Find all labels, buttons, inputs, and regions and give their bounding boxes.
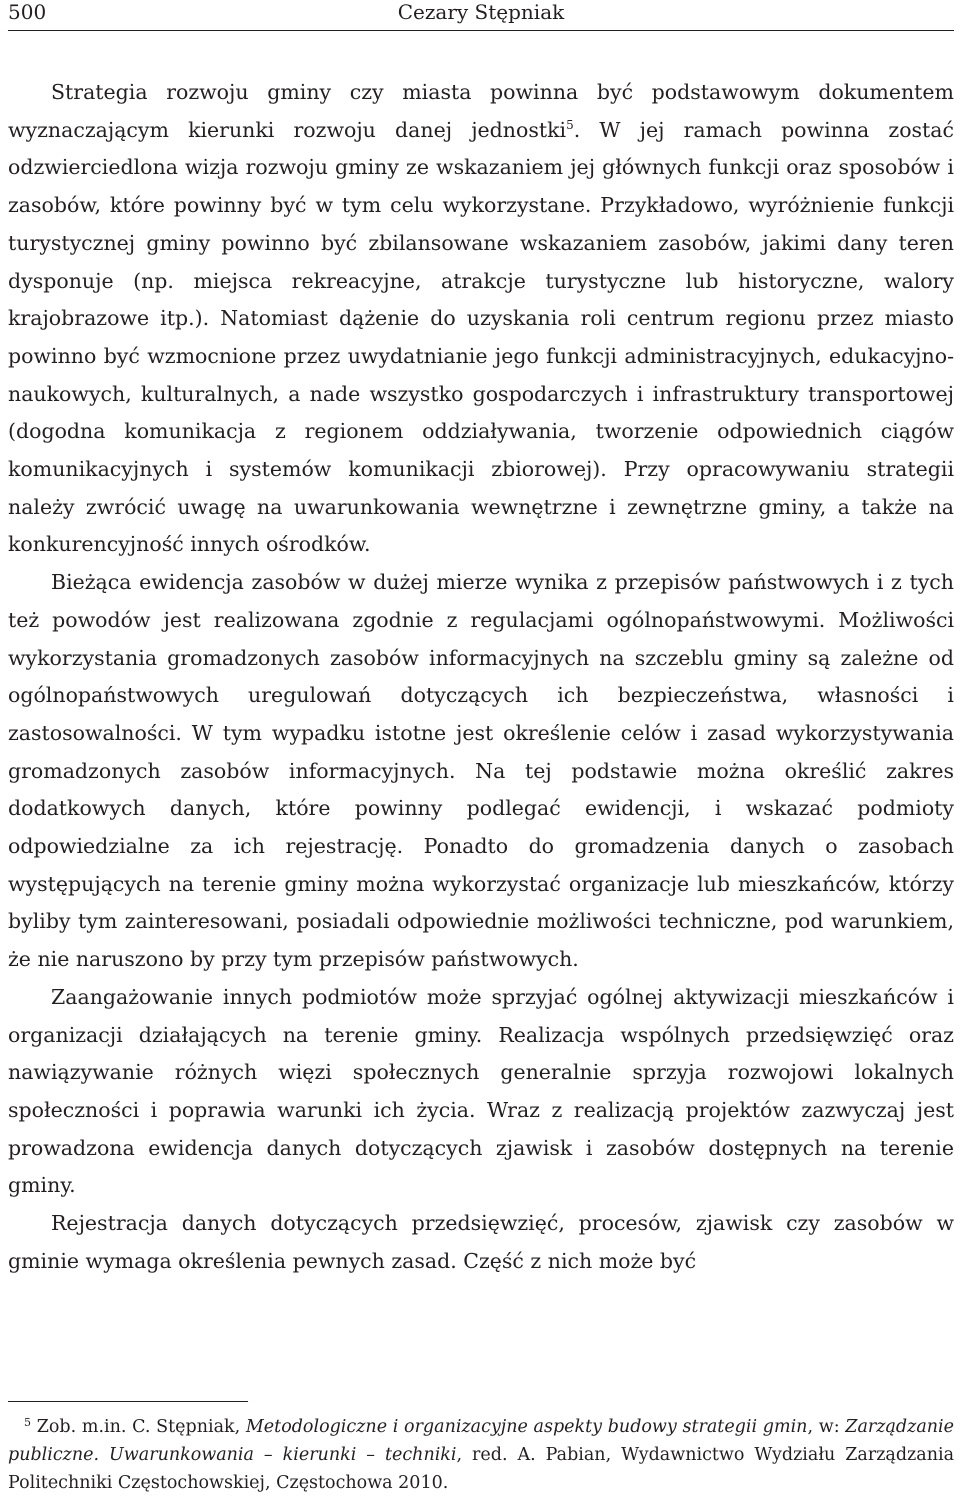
footnote-rule: [8, 1401, 248, 1402]
paragraph-4: Rejestracja danych dotyczących przedsięwzięć, procesów, zjawisk czy zasobów w gminie wymaga określenia pewnych zasad. Część z nich może być: [8, 1211, 954, 1273]
paragraph-1-text-b: . W jej ramach powinna zostać odzwierciedlona wizja rozwoju gminy ze wskazaniem jej głównych funkcji oraz sposobów i zasobów, które powinny być w tym celu wykorzystane. Przykładowo, wyróżnienie funkcji turystycznej gminy powinno być zbilansowane wskazaniem zasobów, jakimi dany teren dysponuje (np. miejsca rekreacyjne, atrakcje turystyczne lub historyczne, walory krajobrazowe itp.). Natomiast dążenie do uzyskania roli centrum regionu przez miasto powinno być wzmocnione przez uwydatnianie jego funkcji administracyjnych, edukacyjno-naukowych, kulturalnych, a nade wszystko gospodarczych i infrastruktury transportowej (dogodna komunikacja z regionem oddziaływania, tworzenie odpowiednich ciągów komunikacyjnych i systemów komunikacji zbiorowej). Przy opracowywaniu strategii należy zwrócić uwagę na uwarunkowania wewnętrzne i zewnętrzne gminy, a także na konkurencyjność innych ośrodków.: [8, 117, 954, 557]
body-text: [8, 74, 954, 1281]
footnote: [8, 1413, 954, 1497]
footnote-text-2: , w:: [807, 1417, 846, 1437]
paragraph-2: Bieżąca ewidencja zasobów w dużej mierze wynika z przepisów państwowych i z tych też powodów jest realizowana zgodnie z regulacjami ogólnopaństwowymi. Możliwości wykorzystania gromadzonych zasobów informacyjnych na szczeblu gminy są zależne od ogólnopaństwowych uregulowań dotyczących ich bezpieczeństwa, własności i zastosowalności. W tym wypadku istotne jest określenie celów i zasad wykorzystywania gromadzonych zasobów informacyjnych. Na tej podstawie można określić zakres dodatkowych danych, które powinny podlegać ewidencji, i wskazać podmioty odpowiedzialne za ich rejestrację. Ponadto do gromadzenia danych o zasobach występujących na terenie gminy można wykorzystać organizacje lub mieszkańców, którzy byliby tym zainteresowani, posiadali odpowiednie możliwości techniczne, pod warunkiem, że nie naruszono by przy tym przepisów państwowych.: [8, 570, 954, 972]
running-header: [8, 0, 954, 30]
footnote-reference: 5: [566, 117, 574, 132]
footnote-title-1: Metodologiczne i organizacyjne aspekty budowy strategii gmin: [245, 1417, 808, 1437]
footnote-text-3: , red. A. Pabian, Wydawnictwo Wydziału Zarządzania Politechniki Częstochowskiej, Częstochowa 2010.: [8, 1445, 955, 1493]
footnote-title-2: Zarządzanie publiczne. Uwarunkowania – kierunki – techniki: [8, 1417, 954, 1465]
paragraph-1-text-a: Strategia rozwoju gminy czy miasta powinna być podstawowym dokumentem wyznaczającym kierunki rozwoju danej jednostki: [8, 80, 954, 142]
header-author: Cezary Stępniak: [397, 0, 565, 24]
paragraph-3: Zaangażowanie innych podmiotów może sprzyjać ogólnej aktywizacji mieszkańców i organizacji działających na terenie gminy. Realizacja wspólnych przedsięwzięć oraz nawiązywanie różnych więzi społecznych generalnie sprzyja rozwojowi lokalnych społeczności i poprawia warunki ich życia. Wraz z realizacją projektów zazwyczaj jest prowadzona ewidencja danych dotyczących zjawisk i zasobów dostępnych na terenie gminy.: [8, 984, 954, 1198]
footnote-text-1: Zob. m.in. C. Stępniak,: [31, 1417, 246, 1437]
document-page: [8, 0, 954, 1498]
page-number: 500: [8, 0, 47, 24]
footnote-number: 5: [24, 1416, 31, 1429]
header-rule: [8, 30, 954, 31]
paragraph-1: [8, 74, 954, 564]
